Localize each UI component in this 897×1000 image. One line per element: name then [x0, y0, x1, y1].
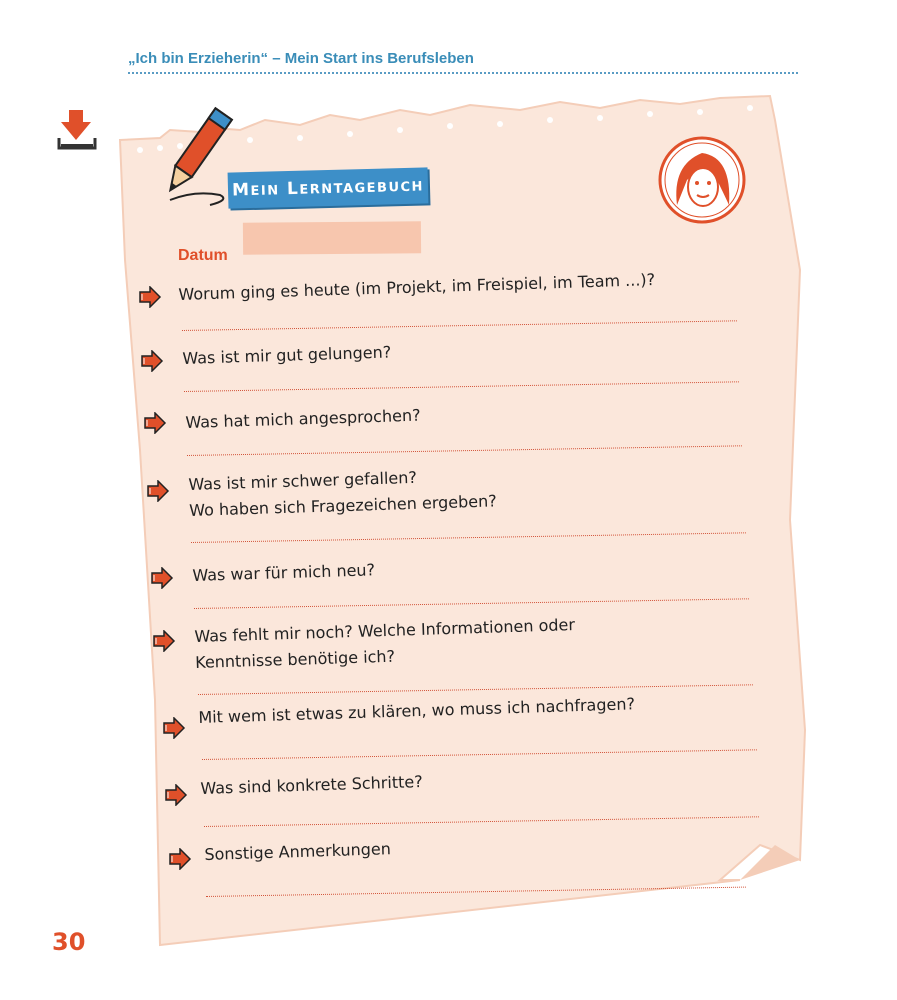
- arrow-bullet-icon: [143, 412, 167, 434]
- question-line: Mit wem ist etwas zu klären, wo muss ich nachfragen?: [198, 694, 636, 727]
- question-text: [188, 462, 497, 524]
- question-line: Was hat mich angesprochen?: [185, 405, 421, 432]
- arrow-bullet-icon: [162, 717, 186, 739]
- arrow-bullet-icon: [168, 848, 192, 870]
- question-line: Was fehlt mir noch? Welche Informationen oder: [194, 615, 576, 646]
- date-label: Datum: [178, 247, 228, 264]
- page-number: 30: [52, 928, 86, 956]
- question-line: Sonstige Anmerkungen: [204, 839, 392, 864]
- banner-word-1: EIN: [250, 183, 280, 200]
- question-line: Was war für mich neu?: [192, 560, 376, 585]
- arrow-bullet-icon: [138, 286, 162, 308]
- arrow-bullet-icon: [164, 784, 188, 806]
- banner-initial-1: M: [231, 180, 251, 201]
- date-input-field[interactable]: [243, 221, 421, 255]
- question-line: Wo haben sich Fragezeichen ergeben?: [188, 491, 497, 520]
- arrow-bullet-icon: [152, 630, 176, 652]
- avatar-portrait: [657, 135, 747, 225]
- question-line: Kenntnisse benötige ich?: [194, 646, 396, 672]
- banner-initial-2: L: [286, 178, 300, 200]
- pencil-icon: [150, 100, 240, 210]
- question-line: Was ist mir schwer gefallen?: [188, 467, 418, 494]
- question-line: Was ist mir gut gelungen?: [182, 342, 392, 368]
- running-header: „Ich bin Erzieherin“ – Mein Start ins Berufsleben: [128, 50, 474, 67]
- banner-word-2: ERNTAGEBUCH: [299, 179, 425, 198]
- page-title-banner: [228, 167, 429, 208]
- arrow-bullet-icon: [150, 567, 174, 589]
- arrow-bullet-icon: [146, 480, 170, 502]
- question-line: Was sind konkrete Schritte?: [200, 772, 423, 798]
- question-line: Worum ging es heute (im Projekt, im Freispiel, im Team ...)?: [178, 270, 656, 304]
- arrow-bullet-icon: [140, 350, 164, 372]
